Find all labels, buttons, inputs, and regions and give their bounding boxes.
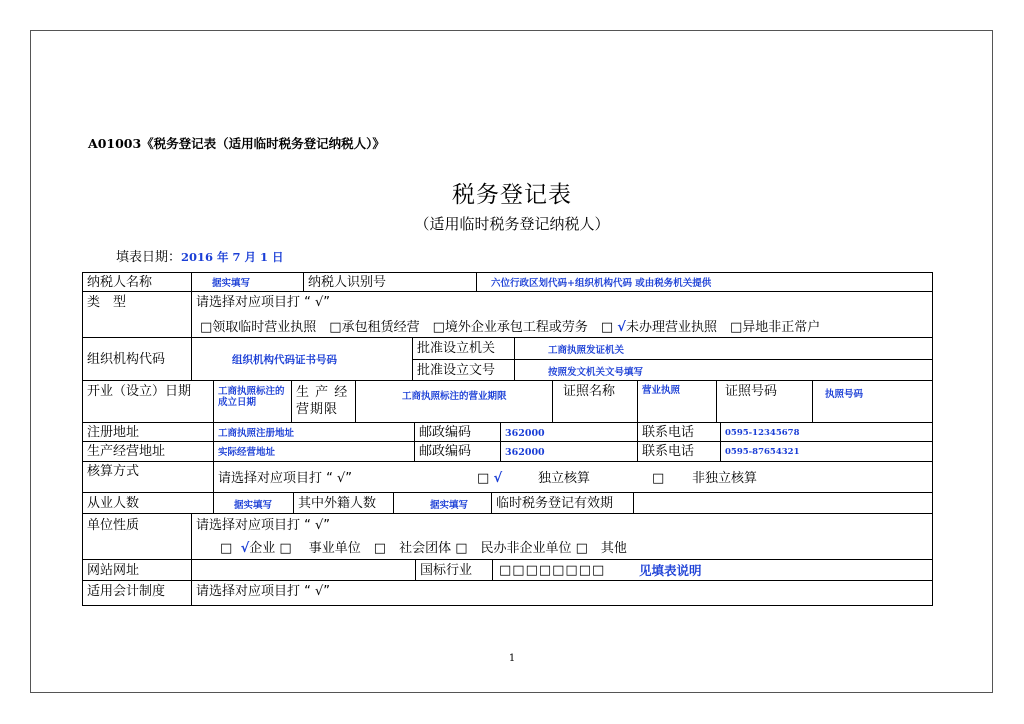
taxpayer-id-value[interactable]: 六位行政区划代码+组织机构代码 或由税务机关提供: [491, 278, 712, 289]
biz-addr-value[interactable]: 实际经营地址: [218, 447, 276, 458]
cell: [491, 492, 634, 514]
cell: [514, 337, 933, 360]
industry-note: 见填表说明: [639, 563, 702, 578]
approval-authority-value[interactable]: 工商执照发证机关: [548, 345, 625, 356]
biz-addr-label: 生产经营地址: [87, 444, 166, 459]
unit-nature-label: 单位性质: [87, 518, 140, 533]
unit-nature-options[interactable]: [220, 541, 627, 556]
cell: [82, 291, 192, 338]
fill-date-label: 填表日期：: [116, 250, 182, 265]
type-checked-mark: √: [617, 320, 626, 335]
accounting-label: 核算方式: [87, 464, 140, 479]
accounting-system-label: 适用会计制度: [87, 584, 166, 599]
accounting-non-independent-label: 非独立核算: [692, 471, 758, 486]
cell: [82, 380, 214, 423]
checkbox: □: [220, 541, 233, 556]
cell[interactable]: [191, 559, 416, 581]
cell: [293, 492, 394, 514]
phone-value-2[interactable]: 0595-87654321: [725, 447, 800, 457]
fill-date: [116, 246, 284, 265]
cell: [812, 380, 933, 423]
cell: [82, 422, 214, 442]
phone-label-2: 联系电话: [642, 444, 695, 459]
unit-nature-instruction: 请选择对应项目打 “ √”: [196, 518, 331, 533]
cell: [191, 513, 933, 560]
accounting-independent-label: 独立核算: [538, 471, 591, 486]
type-options[interactable]: [200, 320, 820, 335]
approval-authority-label: 批准设立机关: [417, 341, 496, 356]
org-code-value[interactable]: 组织机构代码证书号码: [232, 354, 337, 366]
cell: [291, 380, 356, 423]
cell: [355, 380, 553, 423]
cell: [412, 337, 515, 360]
cell: [191, 337, 413, 381]
cell: [393, 492, 492, 514]
validity-label: 临时税务登记有效期: [496, 496, 614, 511]
cell: [414, 441, 501, 462]
postcode-label: 邮政编码: [419, 425, 472, 440]
check-mark: √: [493, 471, 503, 486]
cell: [720, 441, 933, 462]
cell: [500, 422, 638, 442]
industry-label: 国标行业: [420, 563, 473, 578]
cell: [82, 441, 214, 462]
cert-name-value[interactable]: 营业执照: [642, 385, 681, 396]
form-title: 税务登记表: [452, 182, 572, 208]
cell: [191, 291, 933, 338]
accounting-instruction: 请选择对应项目打 “ √”: [218, 471, 353, 486]
cell: [637, 422, 721, 442]
open-date-value[interactable]: 工商执照标注的成立日期: [218, 386, 285, 408]
cell: [415, 559, 493, 581]
form-subtitle: （适用临时税务登记纳税人）: [414, 215, 610, 233]
cell: [552, 380, 638, 423]
org-code-label: 组织机构代码: [87, 352, 166, 367]
cell: [213, 492, 294, 514]
cell: [82, 272, 192, 292]
employees-value[interactable]: 据实填写: [234, 500, 273, 511]
term-label: 生 产 经 营期限: [296, 385, 349, 417]
cell: [637, 380, 717, 423]
type-label: 类 型: [87, 295, 127, 310]
reg-addr-value[interactable]: 工商执照注册地址: [218, 428, 295, 439]
phone-value[interactable]: 0595-12345678: [725, 428, 800, 438]
cell: [213, 441, 415, 462]
cell: [412, 359, 515, 381]
cell: [500, 441, 638, 462]
document-code: A01003《税务登记表（适用临时税务登记纳税人）》: [88, 136, 385, 151]
foreign-value[interactable]: 据实填写: [430, 500, 469, 511]
accounting-checkbox-independent[interactable]: [477, 471, 502, 486]
accounting-system-instruction: 请选择对应项目打 “ √”: [196, 584, 331, 599]
cell: [303, 272, 477, 292]
cell: [213, 380, 292, 423]
check-mark: √: [240, 541, 250, 556]
employees-label: 从业人数: [87, 496, 140, 511]
cell: [213, 422, 415, 442]
fill-date-value: 2016 年 7 月 1 日: [181, 250, 284, 264]
cell: [720, 422, 933, 442]
foreign-label: 其中外籍人数: [298, 496, 377, 511]
cell: [82, 513, 192, 560]
cert-no-value[interactable]: 执照号码: [825, 389, 864, 400]
cell: [82, 337, 192, 381]
term-value[interactable]: 工商执照标注的营业期限: [402, 391, 507, 402]
industry-code-boxes[interactable]: □□□□□□□□: [499, 563, 606, 578]
type-instruction: 请选择对应项目打 “ √”: [196, 295, 331, 310]
unit-options-text: 企业 □ 事业单位 □ 社会团体 □ 民办非企业单位 □ 其他: [249, 541, 627, 556]
cell: [82, 580, 192, 606]
cell: [213, 461, 933, 493]
cell: [82, 461, 214, 493]
type-options-part2: 未办理营业执照 □异地非正常户: [625, 320, 821, 335]
postcode-value-2[interactable]: 362000: [505, 447, 545, 458]
phone-label: 联系电话: [642, 425, 695, 440]
type-options-part1: □领取临时营业执照 □承包租赁经营 □境外企业承包工程或劳务 □: [200, 320, 618, 335]
cell: [191, 272, 304, 292]
cell: [414, 422, 501, 442]
taxpayer-id-label: 纳税人识别号: [308, 275, 387, 290]
taxpayer-name-label: 纳税人名称: [87, 275, 153, 290]
open-date-label: 开业（设立）日期: [87, 384, 192, 399]
cell: [492, 559, 933, 581]
cell: [637, 441, 721, 462]
page-number: 1: [508, 653, 516, 664]
website-label: 网站网址: [87, 563, 140, 578]
reg-addr-label: 注册地址: [87, 425, 140, 440]
postcode-label-2: 邮政编码: [419, 444, 472, 459]
checkbox: □: [477, 471, 490, 486]
taxpayer-name-value[interactable]: 据实填写: [212, 278, 251, 289]
cell: [716, 380, 813, 423]
cell: [476, 272, 933, 292]
cert-name-label: 证照名称: [563, 384, 616, 399]
postcode-value[interactable]: 362000: [505, 428, 545, 439]
cell: [82, 492, 214, 514]
cell[interactable]: [633, 492, 933, 514]
cell: [514, 359, 933, 381]
accounting-checkbox-non-independent[interactable]: □: [652, 471, 665, 486]
approval-doc-value[interactable]: 按照发文机关文号填写: [548, 367, 644, 378]
cell: [191, 580, 933, 606]
registration-form-table: [82, 272, 933, 606]
cert-no-label: 证照号码: [725, 384, 778, 399]
approval-doc-label: 批准设立文号: [417, 363, 496, 378]
cell: [82, 559, 192, 581]
